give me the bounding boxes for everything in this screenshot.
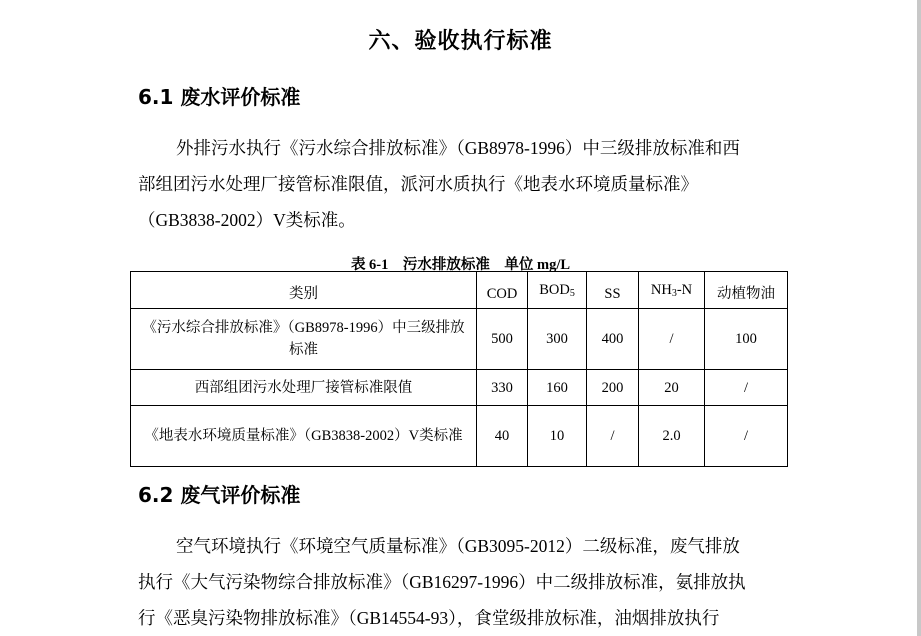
cell-bod: 160: [528, 370, 587, 406]
header-bod-subscript: 5: [569, 288, 575, 299]
paragraph-line: 执行《大气污染物综合排放标准》（GB16297-1996）中二级排放标准，氨排放执: [138, 572, 746, 592]
cell-cod: 330: [477, 370, 528, 406]
table-row: [131, 406, 788, 467]
cell-ss: /: [587, 406, 639, 467]
cell-oil: /: [705, 406, 788, 467]
header-bod-text: BOD: [539, 282, 570, 298]
cell-nh3n: 20: [639, 370, 705, 406]
cell-nh3n: /: [639, 309, 705, 370]
paragraph-exhaust-gas: [138, 528, 788, 636]
table-header-row: [131, 272, 788, 309]
paragraph-line: 空气环境执行《环境空气质量标准》（GB3095-2012）二级标准，废气排放: [176, 536, 740, 556]
cell-oil: /: [705, 370, 788, 406]
header-nh-tail: -N: [676, 282, 693, 298]
header-category: 类别: [131, 272, 477, 309]
paragraph-line: 外排污水执行《污水综合排放标准》（GB8978-1996）中三级排放标准和西: [176, 138, 740, 158]
cell-category: 《地表水环境质量标准》（GB3838-2002）V类标准: [131, 406, 477, 467]
cell-bod: 10: [528, 406, 587, 467]
wastewater-standards-table: [130, 271, 788, 467]
cell-cod: 500: [477, 309, 528, 370]
scrollbar-edge[interactable]: [917, 0, 921, 636]
paragraph-line: 行《恶臭污染物排放标准》（GB14554-93），食堂级排放标准，油烟排放执行: [138, 608, 720, 628]
header-bod5: [528, 272, 587, 309]
header-nh3n: [639, 272, 705, 309]
cell-nh3n: 2.0: [639, 406, 705, 467]
cell-category: 《污水综合排放标准》（GB8978-1996）中三级排放标准: [131, 309, 477, 370]
paragraph-line: （GB3838-2002）V类标准。: [138, 210, 356, 230]
cell-ss: 200: [587, 370, 639, 406]
cell-ss: 400: [587, 309, 639, 370]
paragraph-wastewater: [138, 130, 788, 238]
table-row: [131, 370, 788, 406]
paragraph-line: 部组团污水处理厂接管标准限值，派河水质执行《地表水环境质量标准》: [138, 174, 698, 194]
heading-6-2: 6.2 废气评价标准: [138, 483, 301, 507]
header-oil: 动植物油: [705, 272, 788, 309]
header-nh-text: NH: [650, 282, 672, 298]
header-ss: SS: [587, 272, 639, 309]
cell-cod: 40: [477, 406, 528, 467]
header-cod: COD: [477, 272, 528, 309]
table-caption: 表 6-1 污水排放标准 单位 mg/L: [350, 257, 571, 273]
cell-oil: 100: [705, 309, 788, 370]
section-title: 六、验收执行标准: [368, 29, 553, 54]
cell-bod: 300: [528, 309, 587, 370]
table-row: [131, 309, 788, 370]
cell-category: 西部组团污水处理厂接管标准限值: [131, 370, 477, 406]
heading-6-1: 6.1 废水评价标准: [138, 85, 301, 109]
header-nh-subscript: 3: [671, 288, 677, 299]
